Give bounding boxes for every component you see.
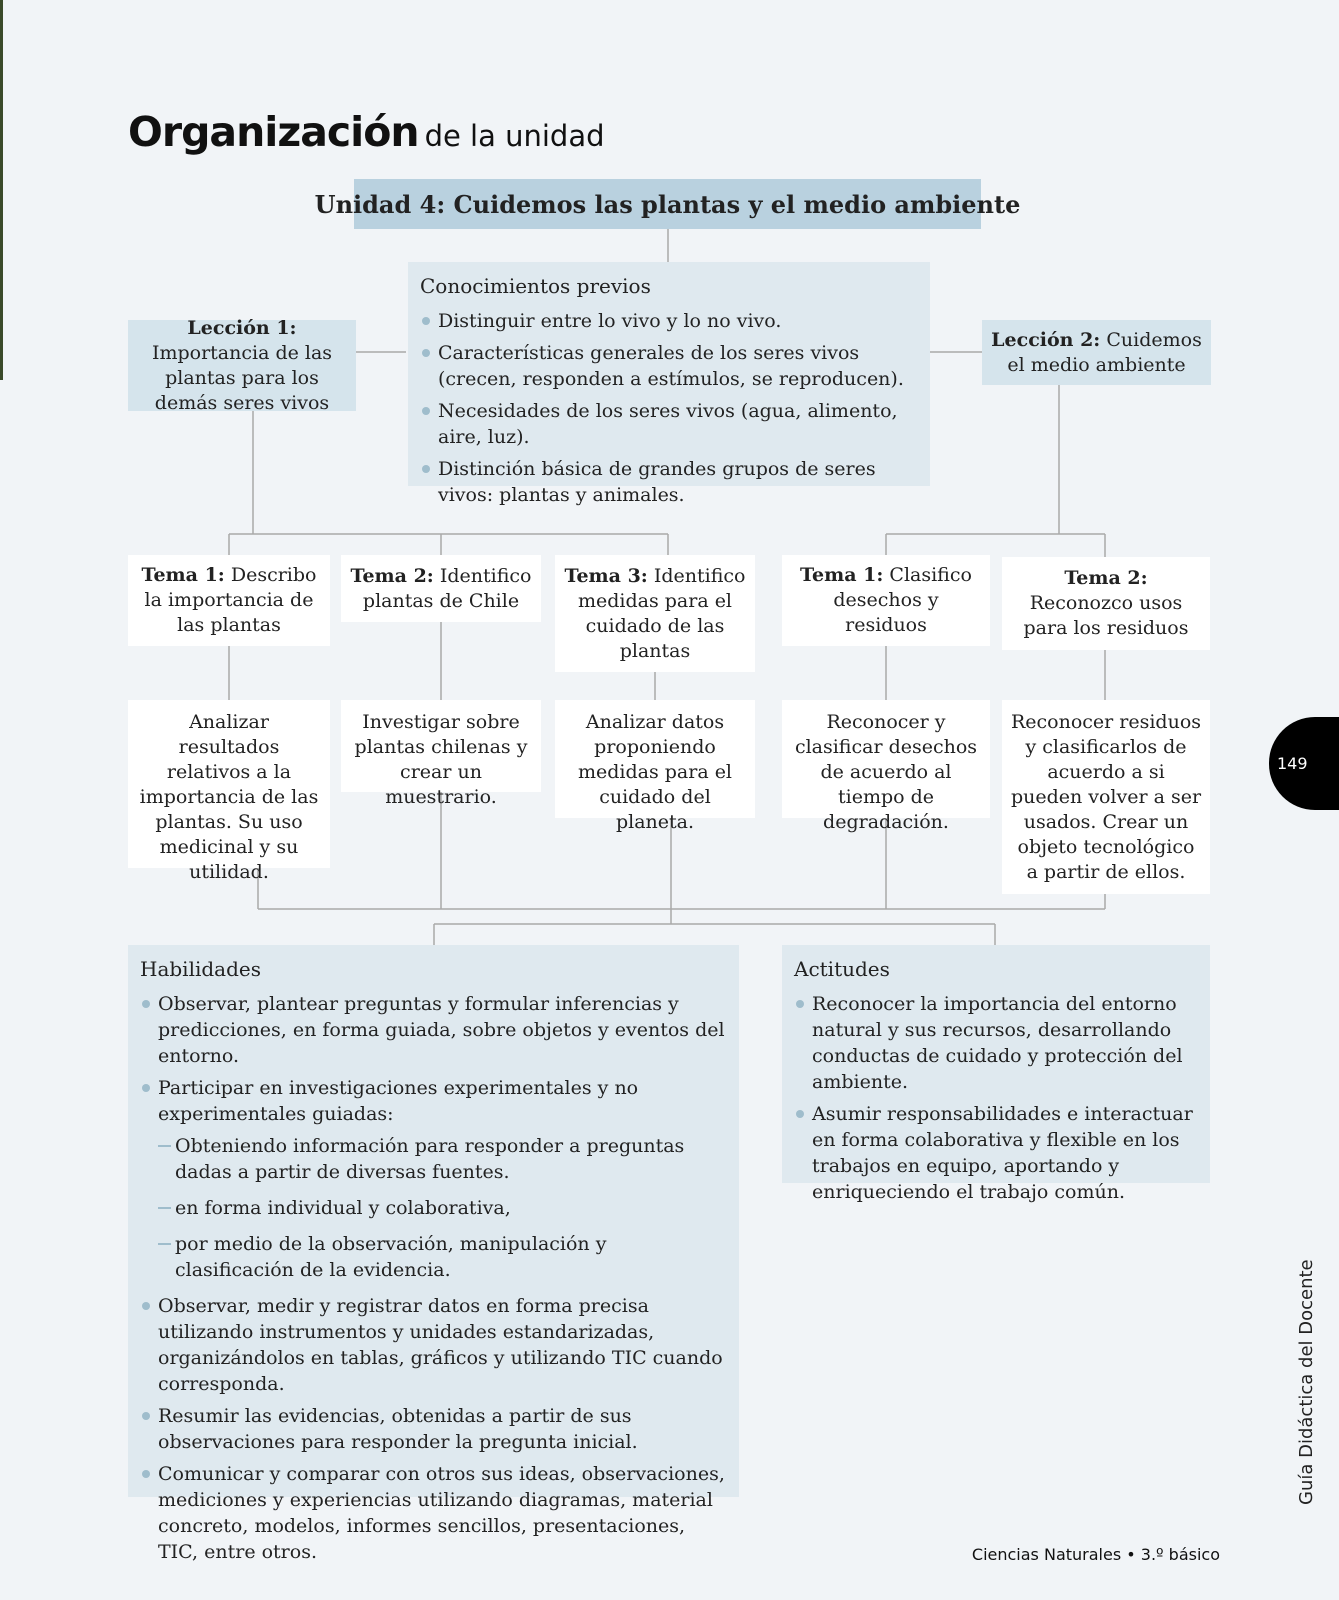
list-item: Resumir las evidencias, obtenidas a partir de sus observaciones para responder la pregunta inicial. [140, 1403, 727, 1455]
prior-knowledge-title: Conocimientos previos [420, 274, 651, 298]
skills-sublist [140, 1133, 727, 1283]
topic-box [128, 555, 330, 646]
topic-label: Tema 1: [141, 564, 225, 586]
attitudes-box [782, 945, 1210, 1203]
list-item: Distinción básica de grandes grupos de seres vivos: plantas y animales. [420, 456, 918, 508]
page-title-bold: Organización [128, 108, 419, 156]
lesson-1-box [128, 316, 356, 414]
objective-box [555, 700, 755, 833]
unit-title-box [314, 179, 1021, 229]
sub-list-item: por medio de la observación, manipulación y clasificación de la evidencia. [140, 1231, 727, 1283]
objective-text: Reconocer residuos y clasificarlos de acuerdo a si pueden volver a ser usados. Crear un objeto tecnológico a partir de ellos. [1010, 711, 1202, 883]
objective-box [1002, 700, 1210, 894]
topic-text: Identifico plantas de Chile [362, 564, 532, 612]
objective-box [782, 700, 990, 833]
objective-text: Investigar sobre plantas chilenas y crear un muestrario. [354, 711, 528, 808]
skills-title: Habilidades [140, 957, 261, 981]
list-item: Observar, medir y registrar datos en forma precisa utilizando instrumentos y unidades estandarizadas, organizándolos en tablas, gráficos y utilizando TIC cuando corresponda. [140, 1293, 727, 1397]
topic-label: Tema 1: [800, 564, 884, 586]
topic-label: Tema 3: [564, 564, 648, 587]
objective-text: Analizar datos proponiendo medidas para el cuidado del planeta. [577, 711, 733, 833]
topic-box [555, 555, 755, 672]
page-title-rest: de la unidad [424, 119, 605, 153]
prior-knowledge-box [408, 262, 930, 506]
list-item: Comunicar y comparar con otros sus ideas, observaciones, mediciones y experiencias utilizando diagramas, material concreto, modelos, informes sencillos, presentaciones, TIC, entre otros. [140, 1461, 727, 1565]
page-footer: Ciencias Naturales • 3.º básico [971, 1545, 1220, 1564]
topic-text: Reconozco usos para los residuos [1023, 592, 1189, 639]
page-number: 149 [1277, 754, 1308, 773]
side-running-title: Guía Didáctica del Docente [1296, 1259, 1317, 1505]
topic-text: Describo la importancia de las plantas [144, 564, 317, 636]
topic-label: Tema 2: [350, 564, 434, 587]
lesson-1-text: Importancia de las plantas para los demás seres vivos [151, 341, 333, 414]
prior-knowledge-list [420, 308, 918, 508]
lesson-2-label: Lección 2: [991, 328, 1101, 351]
sub-list-item: Obteniendo información para responder a preguntas dadas a partir de diversas fuentes. [140, 1133, 727, 1185]
objective-text: Analizar resultados relativos a la importancia de las plantas. Su uso medicinal y su utilidad. [139, 711, 319, 883]
lesson-2-box [982, 320, 1211, 385]
skills-list [140, 991, 727, 1565]
topic-text: Clasifico desechos y residuos [833, 564, 972, 636]
list-item: Reconocer la importancia del entorno natural y sus recursos, desarrollando conductas de cuidado y protección del ambiente. [794, 991, 1198, 1095]
list-item-text: Participar en investigaciones experimentales y no experimentales guiadas: [158, 1077, 639, 1125]
topic-label: Tema 2: [1064, 567, 1148, 589]
list-item: Características generales de los seres vivos (crecen, responden a estímulos, se reproducen). [420, 340, 918, 392]
sub-list-item: en forma individual y colaborativa, [140, 1195, 727, 1221]
list-item: Observar, plantear preguntas y formular inferencias y predicciones, en forma guiada, sobre objetos y eventos del entorno. [140, 991, 727, 1069]
topic-box [341, 555, 541, 622]
list-item: Necesidades de los seres vivos (agua, alimento, aire, luz). [420, 398, 918, 450]
list-item [140, 1075, 727, 1283]
attitudes-list [794, 991, 1198, 1205]
list-item: Distinguir entre lo vivo y lo no vivo. [420, 308, 918, 334]
objective-text: Reconocer y clasificar desechos de acuerdo al tiempo de degradación. [794, 711, 978, 833]
objective-box [128, 700, 330, 883]
unit-title: Unidad 4: Cuidemos las plantas y el medio ambiente [314, 189, 1021, 219]
list-item: Asumir responsabilidades e interactuar en forma colaborativa y flexible en los trabajos en equipo, aportando y enriqueciendo el trabajo común. [794, 1101, 1198, 1205]
skills-box [128, 945, 739, 1563]
topic-box [782, 555, 990, 646]
objective-box [341, 700, 541, 808]
topic-box [1002, 557, 1210, 650]
lesson-1-label: Lección 1: [187, 316, 297, 339]
lesson-2-text: Cuidemos el medio ambiente [1007, 328, 1202, 376]
topic-text: Identifico medidas para el cuidado de las plantas [577, 564, 746, 662]
attitudes-title: Actitudes [794, 957, 890, 981]
